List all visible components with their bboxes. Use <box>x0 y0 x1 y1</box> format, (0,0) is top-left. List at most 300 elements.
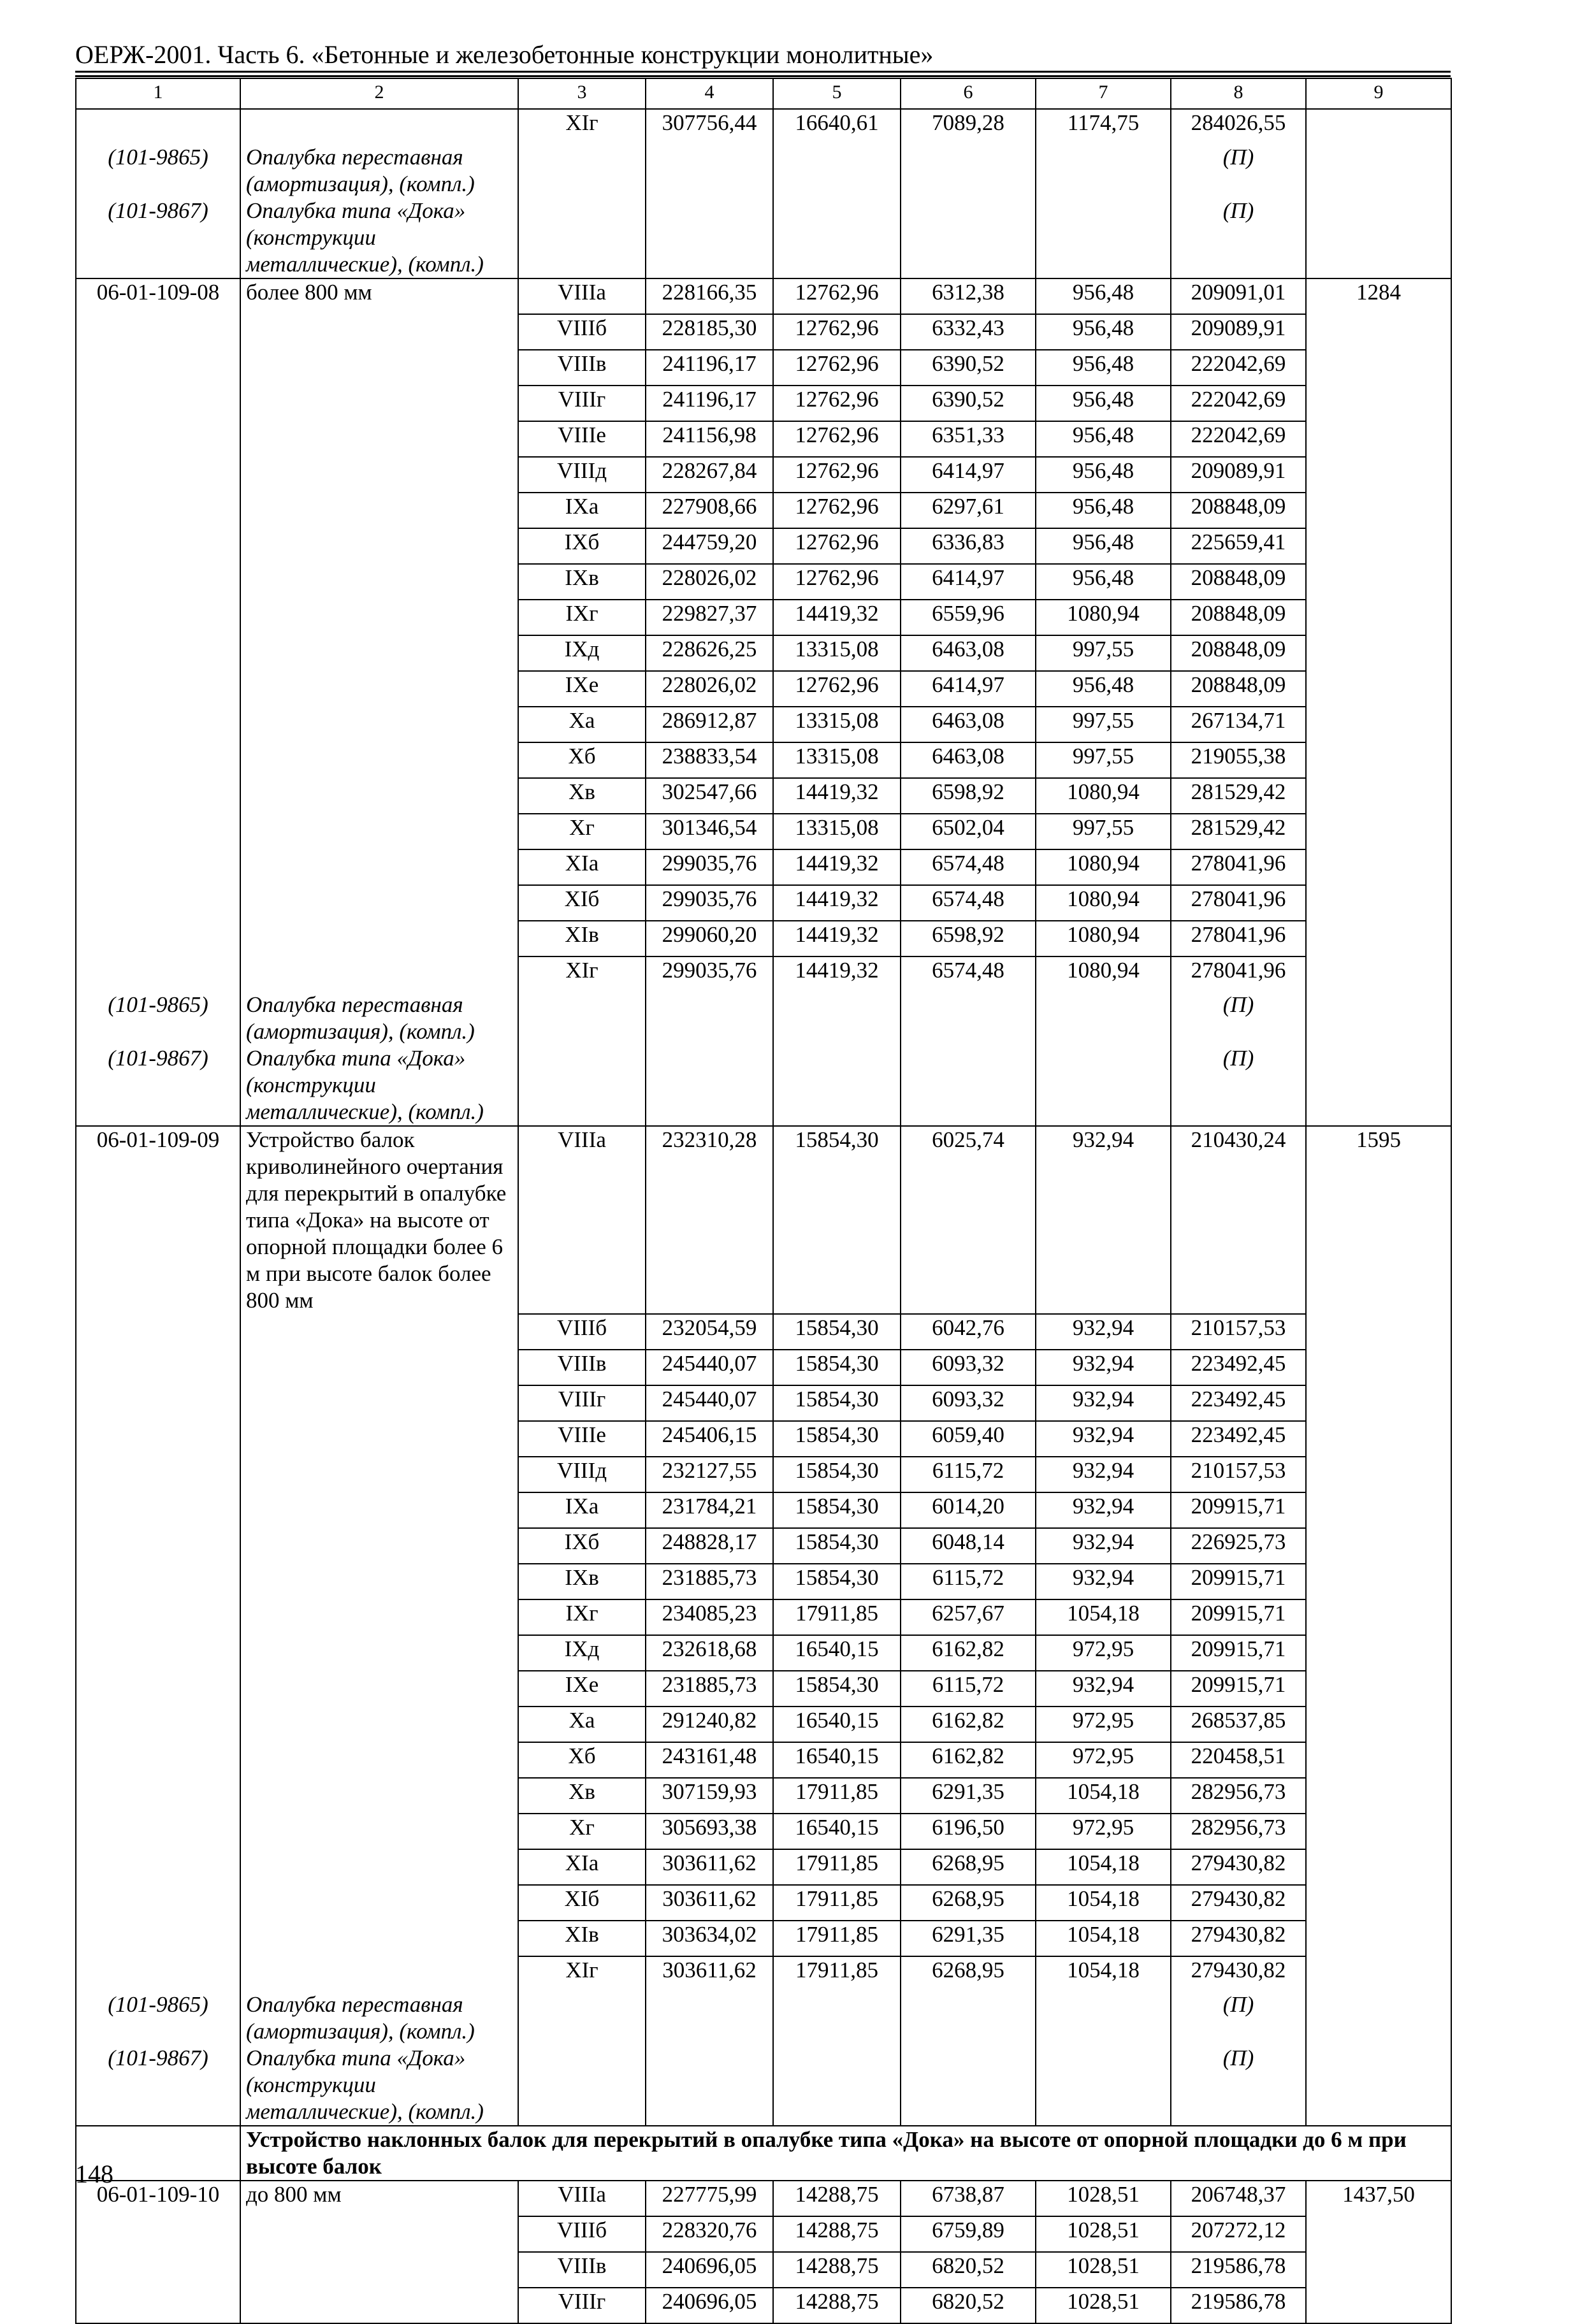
empty-cell <box>240 421 518 457</box>
zone-cell: XIа <box>518 849 646 885</box>
total-cost-cell: 299060,20 <box>646 921 773 956</box>
wages-cell: 12762,96 <box>773 386 901 421</box>
materials-cell: 222042,69 <box>1171 350 1306 386</box>
machines-cell: 6268,95 <box>901 1956 1036 1991</box>
empty-cell <box>1306 1956 1451 1991</box>
machine-wages-cell: 997,55 <box>1036 707 1171 742</box>
wages-cell: 14419,32 <box>773 600 901 635</box>
machines-cell: 6598,92 <box>901 778 1036 814</box>
empty-cell <box>646 1045 773 1126</box>
materials-cell: 223492,45 <box>1171 1385 1306 1421</box>
wages-cell: 15854,30 <box>773 1457 901 1492</box>
total-cost-cell: 245440,07 <box>646 1385 773 1421</box>
total-cost-cell: 241196,17 <box>646 350 773 386</box>
wages-cell: 15854,30 <box>773 1126 901 1314</box>
empty-cell <box>76 956 240 992</box>
machines-cell: 6598,92 <box>901 921 1036 956</box>
wages-cell: 12762,96 <box>773 457 901 493</box>
machines-cell: 6297,61 <box>901 493 1036 528</box>
empty-cell <box>240 1921 518 1956</box>
wages-cell: 17911,85 <box>773 1885 901 1921</box>
table-row <box>76 2252 1451 2288</box>
machine-wages-cell: 1080,94 <box>1036 778 1171 814</box>
total-cost-cell: 302547,66 <box>646 778 773 814</box>
zone-cell: XIг <box>518 1956 646 1991</box>
machines-cell: 6115,72 <box>901 1564 1036 1599</box>
zone-cell: VIIIд <box>518 457 646 493</box>
empty-cell <box>646 2045 773 2126</box>
zone-cell: IXд <box>518 635 646 671</box>
zone-cell: IXг <box>518 600 646 635</box>
total-cost-cell: 228026,02 <box>646 564 773 600</box>
material-value: (П) <box>1171 1045 1306 1126</box>
empty-cell <box>1306 849 1451 885</box>
table-row <box>76 778 1451 814</box>
material-value: (П) <box>1171 1991 1306 2045</box>
empty-cell <box>1306 314 1451 350</box>
material-value: (П) <box>1171 2045 1306 2126</box>
empty-cell <box>1306 1457 1451 1492</box>
table-row <box>76 885 1451 921</box>
total-cost-cell: 234085,23 <box>646 1599 773 1635</box>
empty-cell <box>1306 1991 1451 2045</box>
empty-cell <box>240 814 518 849</box>
material-value: (П) <box>1171 198 1306 278</box>
empty-cell <box>240 885 518 921</box>
zone-cell: IXв <box>518 564 646 600</box>
machine-wages-cell: 956,48 <box>1036 564 1171 600</box>
empty-cell <box>1306 635 1451 671</box>
zone-cell: VIIIе <box>518 1421 646 1457</box>
empty-cell <box>240 1849 518 1885</box>
machines-cell: 6332,43 <box>901 314 1036 350</box>
machine-wages-cell: 956,48 <box>1036 671 1171 707</box>
empty-cell <box>901 992 1036 1045</box>
machine-wages-cell: 956,48 <box>1036 278 1171 314</box>
zone-cell: VIIIе <box>518 421 646 457</box>
empty-cell <box>76 1814 240 1849</box>
zone-cell: VIIIа <box>518 1126 646 1314</box>
material-value: (П) <box>1171 992 1306 1045</box>
material-row <box>76 1991 1451 2045</box>
empty-cell <box>646 144 773 198</box>
wages-cell: 14288,75 <box>773 2252 901 2288</box>
empty-cell <box>76 386 240 421</box>
zone-cell: Xв <box>518 1778 646 1814</box>
empty-cell <box>773 1045 901 1126</box>
empty-cell <box>240 2288 518 2323</box>
materials-cell: 208848,09 <box>1171 600 1306 635</box>
materials-cell: 208848,09 <box>1171 635 1306 671</box>
empty-cell <box>76 814 240 849</box>
wages-cell: 12762,96 <box>773 350 901 386</box>
page-header: ОЕРЖ-2001. Часть 6. «Бетонные и железобетонные конструкции монолитные» <box>75 40 934 69</box>
empty-cell <box>240 2252 518 2288</box>
wages-cell: 12762,96 <box>773 528 901 564</box>
empty-cell <box>76 457 240 493</box>
materials-cell: 282956,73 <box>1171 1814 1306 1849</box>
zone-cell: IXа <box>518 1492 646 1528</box>
empty-cell <box>646 1991 773 2045</box>
table-row <box>76 564 1451 600</box>
empty-cell <box>1306 1671 1451 1707</box>
materials-cell: 281529,42 <box>1171 778 1306 814</box>
total-cost-cell: 232310,28 <box>646 1126 773 1314</box>
materials-cell: 209915,71 <box>1171 1671 1306 1707</box>
table-row <box>76 742 1451 778</box>
empty-cell <box>76 1421 240 1457</box>
rate-description: более 800 мм <box>240 278 518 314</box>
empty-cell <box>240 314 518 350</box>
machines-cell: 6390,52 <box>901 350 1036 386</box>
empty-cell <box>518 2045 646 2126</box>
material-name: Опалубка переставная (амортизация), (компл.) <box>240 1991 518 2045</box>
wages-cell: 17911,85 <box>773 1921 901 1956</box>
empty-cell <box>76 493 240 528</box>
rate-description: Устройство балок криволинейного очертания для перекрытий в опалубке типа «Дока» на высоте от опорной площадки более 6 м при высоте балок более 800 мм <box>240 1126 518 1314</box>
empty-cell <box>76 1314 240 1350</box>
empty-cell <box>76 1492 240 1528</box>
machine-wages-cell: 1028,51 <box>1036 2252 1171 2288</box>
wages-cell: 13315,08 <box>773 707 901 742</box>
empty-cell <box>76 849 240 885</box>
empty-cell <box>518 1045 646 1126</box>
zone-cell: IXг <box>518 1599 646 1635</box>
column-number: 5 <box>773 78 901 109</box>
wages-cell: 14288,75 <box>773 2181 901 2216</box>
materials-cell: 278041,96 <box>1171 956 1306 992</box>
empty-cell <box>518 198 646 278</box>
empty-cell <box>773 144 901 198</box>
wages-cell: 14419,32 <box>773 921 901 956</box>
header-rule <box>75 75 1451 77</box>
table-row <box>76 2288 1451 2323</box>
materials-cell: 208848,09 <box>1171 671 1306 707</box>
zone-cell: XIв <box>518 1921 646 1956</box>
empty-cell <box>1306 1599 1451 1635</box>
materials-cell: 207272,12 <box>1171 2216 1306 2252</box>
total-cost-cell: 299035,76 <box>646 849 773 885</box>
materials-cell: 279430,82 <box>1171 1849 1306 1885</box>
wages-cell: 15854,30 <box>773 1564 901 1599</box>
empty-cell <box>773 1991 901 2045</box>
total-cost-cell: 244759,20 <box>646 528 773 564</box>
empty-cell <box>240 528 518 564</box>
machines-cell: 6414,97 <box>901 671 1036 707</box>
wages-cell: 14419,32 <box>773 778 901 814</box>
zone-cell: VIIIб <box>518 314 646 350</box>
wages-cell: 15854,30 <box>773 1492 901 1528</box>
empty-cell <box>240 1956 518 1991</box>
total-cost-cell: 286912,87 <box>646 707 773 742</box>
table-row <box>76 109 1451 144</box>
total-cost-cell: 231885,73 <box>646 1564 773 1599</box>
machines-cell: 6820,52 <box>901 2252 1036 2288</box>
empty-cell <box>1306 528 1451 564</box>
empty-cell <box>1306 1385 1451 1421</box>
wages-cell: 12762,96 <box>773 493 901 528</box>
materials-cell: 279430,82 <box>1171 1956 1306 1991</box>
machine-wages-cell: 1080,94 <box>1036 921 1171 956</box>
empty-cell <box>1306 921 1451 956</box>
machine-wages-cell: 972,95 <box>1036 1742 1171 1778</box>
empty-cell <box>240 109 518 144</box>
machines-cell: 6559,96 <box>901 600 1036 635</box>
total-cost-cell: 240696,05 <box>646 2288 773 2323</box>
materials-cell: 209091,01 <box>1171 278 1306 314</box>
empty-cell <box>76 2216 240 2252</box>
empty-cell <box>1306 144 1451 198</box>
empty-cell <box>1036 198 1171 278</box>
machines-cell: 6048,14 <box>901 1528 1036 1564</box>
zone-cell: XIа <box>518 1849 646 1885</box>
empty-cell <box>1306 564 1451 600</box>
empty-cell <box>1306 1350 1451 1385</box>
empty-cell <box>76 109 240 144</box>
empty-cell <box>1306 1778 1451 1814</box>
machine-wages-cell: 1028,51 <box>1036 2181 1171 2216</box>
total-cost-cell: 241196,17 <box>646 386 773 421</box>
empty-cell <box>1306 1314 1451 1350</box>
section-heading: Устройство наклонных балок для перекрытий в опалубке типа «Дока» на высоте от опорной площадки до 6 м при высоте балок <box>240 2126 1451 2181</box>
empty-cell <box>240 1492 518 1528</box>
machine-wages-cell: 956,48 <box>1036 350 1171 386</box>
empty-cell <box>1306 1635 1451 1671</box>
materials-cell: 220458,51 <box>1171 1742 1306 1778</box>
wages-cell: 14288,75 <box>773 2216 901 2252</box>
empty-cell <box>76 2288 240 2323</box>
machines-cell: 6196,50 <box>901 1814 1036 1849</box>
zone-cell: IXа <box>518 493 646 528</box>
rate-code: 06-01-109-08 <box>76 278 240 314</box>
machine-wages-cell: 956,48 <box>1036 493 1171 528</box>
material-code: (101-9865) <box>76 144 240 198</box>
material-row <box>76 144 1451 198</box>
machine-wages-cell: 932,94 <box>1036 1671 1171 1707</box>
empty-cell <box>1306 1564 1451 1599</box>
machine-wages-cell: 1080,94 <box>1036 885 1171 921</box>
zone-cell: VIIIб <box>518 2216 646 2252</box>
zone-cell: VIIIг <box>518 386 646 421</box>
empty-cell <box>773 198 901 278</box>
empty-cell <box>1036 1991 1171 2045</box>
column-number: 2 <box>240 78 518 109</box>
total-cost-cell: 232054,59 <box>646 1314 773 1350</box>
zone-cell: IXе <box>518 1671 646 1707</box>
wages-cell: 15854,30 <box>773 1671 901 1707</box>
empty-cell <box>1306 600 1451 635</box>
wages-cell: 12762,96 <box>773 564 901 600</box>
material-value: (П) <box>1171 144 1306 198</box>
table-row <box>76 1921 1451 1956</box>
empty-cell <box>76 1528 240 1564</box>
wages-cell: 12762,96 <box>773 314 901 350</box>
empty-cell <box>240 778 518 814</box>
empty-cell <box>1306 421 1451 457</box>
materials-cell: 278041,96 <box>1171 849 1306 885</box>
zone-cell: VIIIа <box>518 278 646 314</box>
machine-wages-cell: 997,55 <box>1036 635 1171 671</box>
material-name: Опалубка типа «Дока» (конструкции металлические), (компл.) <box>240 2045 518 2126</box>
materials-cell: 209915,71 <box>1171 1635 1306 1671</box>
total-cost-cell: 305693,38 <box>646 1814 773 1849</box>
table-row <box>76 1707 1451 1742</box>
materials-cell: 219055,38 <box>1171 742 1306 778</box>
wages-cell: 13315,08 <box>773 635 901 671</box>
empty-cell <box>1306 956 1451 992</box>
total-cost-cell: 228185,30 <box>646 314 773 350</box>
column-number: 3 <box>518 78 646 109</box>
empty-cell <box>76 1671 240 1707</box>
empty-cell <box>1306 1492 1451 1528</box>
empty-cell <box>76 742 240 778</box>
machines-cell: 6463,08 <box>901 707 1036 742</box>
machine-wages-cell: 997,55 <box>1036 814 1171 849</box>
empty-cell <box>76 1707 240 1742</box>
empty-cell <box>76 1742 240 1778</box>
total-cost-cell: 303611,62 <box>646 1956 773 1991</box>
empty-cell <box>76 564 240 600</box>
materials-cell: 219586,78 <box>1171 2288 1306 2323</box>
machine-wages-cell: 956,48 <box>1036 386 1171 421</box>
empty-cell <box>76 707 240 742</box>
materials-cell: 279430,82 <box>1171 1921 1306 1956</box>
total-cost-cell: 228026,02 <box>646 671 773 707</box>
materials-cell: 209915,71 <box>1171 1564 1306 1599</box>
total-cost-cell: 245440,07 <box>646 1350 773 1385</box>
material-code: (101-9867) <box>76 198 240 278</box>
empty-cell <box>1306 2045 1451 2126</box>
empty-cell <box>240 1707 518 1742</box>
table-row <box>76 671 1451 707</box>
machine-wages-cell: 932,94 <box>1036 1457 1171 1492</box>
machines-cell: 6162,82 <box>901 1635 1036 1671</box>
empty-cell <box>240 921 518 956</box>
material-name: Опалубка типа «Дока» (конструкции металлические), (компл.) <box>240 198 518 278</box>
empty-cell <box>76 600 240 635</box>
zone-cell: VIIIд <box>518 1457 646 1492</box>
materials-cell: 284026,55 <box>1171 109 1306 144</box>
material-name: Опалубка переставная (амортизация), (компл.) <box>240 144 518 198</box>
materials-cell: 282956,73 <box>1171 1778 1306 1814</box>
machines-cell: 6115,72 <box>901 1457 1036 1492</box>
machine-wages-cell: 932,94 <box>1036 1350 1171 1385</box>
empty-cell <box>901 2045 1036 2126</box>
empty-cell <box>646 198 773 278</box>
empty-cell <box>1306 457 1451 493</box>
empty-cell <box>240 1350 518 1385</box>
total-cost-cell: 240696,05 <box>646 2252 773 2288</box>
wages-cell: 12762,96 <box>773 278 901 314</box>
wages-cell: 12762,96 <box>773 671 901 707</box>
wages-cell: 16540,15 <box>773 1635 901 1671</box>
machine-wages-cell: 956,48 <box>1036 421 1171 457</box>
zone-cell: Xб <box>518 742 646 778</box>
table-row <box>76 314 1451 350</box>
rate-code: 06-01-109-09 <box>76 1126 240 1314</box>
total-cost-cell: 307159,93 <box>646 1778 773 1814</box>
zone-cell: IXе <box>518 671 646 707</box>
total-cost-cell: 291240,82 <box>646 1707 773 1742</box>
machines-cell: 6312,38 <box>901 278 1036 314</box>
wages-cell: 15854,30 <box>773 1421 901 1457</box>
empty-cell <box>240 849 518 885</box>
machine-wages-cell: 1054,18 <box>1036 1885 1171 1921</box>
header-rule <box>75 71 1451 73</box>
materials-cell: 206748,37 <box>1171 2181 1306 2216</box>
materials-cell: 210157,53 <box>1171 1314 1306 1350</box>
materials-cell: 222042,69 <box>1171 421 1306 457</box>
wages-cell: 16640,61 <box>773 109 901 144</box>
machines-cell: 6759,89 <box>901 2216 1036 2252</box>
empty-cell <box>76 421 240 457</box>
empty-cell <box>240 2216 518 2252</box>
machines-cell: 6162,82 <box>901 1707 1036 1742</box>
total-cost-cell: 232618,68 <box>646 1635 773 1671</box>
empty-cell <box>240 1742 518 1778</box>
empty-cell <box>240 1635 518 1671</box>
total-cost-cell: 307756,44 <box>646 109 773 144</box>
wages-cell: 17911,85 <box>773 1778 901 1814</box>
total-cost-cell: 231885,73 <box>646 1671 773 1707</box>
table-row <box>76 457 1451 493</box>
machines-cell: 6268,95 <box>901 1849 1036 1885</box>
table-row <box>76 386 1451 421</box>
total-cost-cell: 228267,84 <box>646 457 773 493</box>
empty-cell <box>240 1385 518 1421</box>
zone-cell: IXб <box>518 528 646 564</box>
machines-cell: 6162,82 <box>901 1742 1036 1778</box>
machines-cell: 6115,72 <box>901 1671 1036 1707</box>
zone-cell: VIIIг <box>518 1385 646 1421</box>
total-cost-cell: 228320,76 <box>646 2216 773 2252</box>
empty-cell <box>1306 1921 1451 1956</box>
materials-cell: 209089,91 <box>1171 457 1306 493</box>
empty-cell <box>76 1635 240 1671</box>
empty-cell <box>76 635 240 671</box>
material-row <box>76 2045 1451 2126</box>
machines-cell: 6463,08 <box>901 635 1036 671</box>
machine-wages-cell: 932,94 <box>1036 1564 1171 1599</box>
wages-cell: 13315,08 <box>773 742 901 778</box>
machines-cell: 6025,74 <box>901 1126 1036 1314</box>
empty-cell <box>76 350 240 386</box>
empty-cell <box>240 1564 518 1599</box>
zone-cell: IXд <box>518 1635 646 1671</box>
empty-cell <box>1306 814 1451 849</box>
empty-cell <box>240 564 518 600</box>
zone-cell: VIIIв <box>518 1350 646 1385</box>
table-row <box>76 707 1451 742</box>
machine-wages-cell: 997,55 <box>1036 742 1171 778</box>
wages-cell: 17911,85 <box>773 1599 901 1635</box>
wages-cell: 16540,15 <box>773 1707 901 1742</box>
machines-cell: 6820,52 <box>901 2288 1036 2323</box>
empty-cell <box>240 1314 518 1350</box>
empty-cell <box>901 144 1036 198</box>
materials-cell: 279430,82 <box>1171 1885 1306 1921</box>
machines-cell: 6574,48 <box>901 849 1036 885</box>
empty-cell <box>1306 778 1451 814</box>
machine-wages-cell: 972,95 <box>1036 1814 1171 1849</box>
machines-cell: 6502,04 <box>901 814 1036 849</box>
resource-value: 1284 <box>1306 278 1451 314</box>
empty-cell <box>1306 1742 1451 1778</box>
empty-cell <box>240 386 518 421</box>
machine-wages-cell: 972,95 <box>1036 1707 1171 1742</box>
total-cost-cell: 301346,54 <box>646 814 773 849</box>
empty-cell <box>76 1385 240 1421</box>
